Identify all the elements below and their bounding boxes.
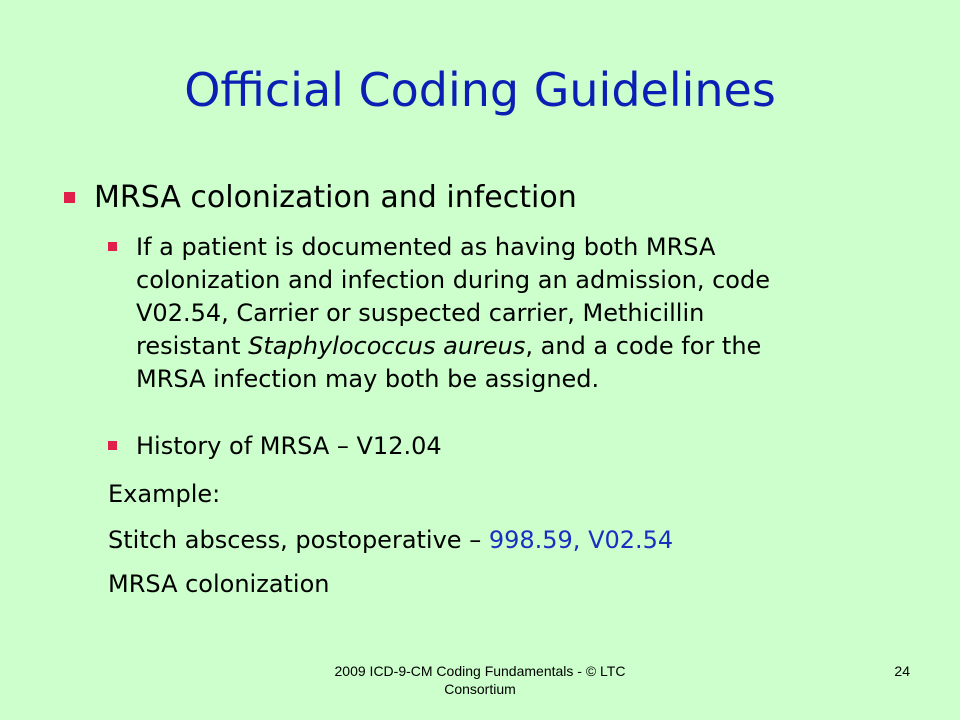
- slide-title: Official Coding Guidelines: [184, 63, 776, 117]
- text-line: colonization and infection during an admission, code: [136, 266, 770, 294]
- italic-organism-name: Staphylococcus aureus: [248, 332, 526, 360]
- text-line: If a patient is documented as having both MRSA: [136, 233, 716, 261]
- sub-bullet-text: [136, 231, 896, 396]
- square-bullet-icon: [64, 192, 75, 203]
- text-fragment: , and a code for the: [525, 332, 762, 360]
- example-line-2: MRSA colonization: [108, 570, 330, 598]
- example-codes: 998.59, V02.54: [488, 526, 674, 554]
- text-line: MRSA infection may both be assigned.: [136, 365, 600, 393]
- example-text: Stitch abscess, postoperative –: [108, 526, 489, 554]
- footer-line: 2009 ICD-9-CM Coding Fundamentals - © LTC: [334, 663, 626, 679]
- example-label: Example:: [108, 480, 221, 508]
- sub-bullet-text: History of MRSA – V12.04: [136, 432, 442, 460]
- page-number: 24: [894, 663, 910, 679]
- example-line: [108, 524, 673, 557]
- text-fragment: resistant: [136, 332, 249, 360]
- slide-footer: [240, 662, 720, 698]
- square-bullet-icon: [108, 242, 117, 251]
- bullet-text: MRSA colonization and infection: [94, 180, 577, 215]
- text-line: V02.54, Carrier or suspected carrier, Methicillin: [136, 299, 705, 327]
- square-bullet-icon: [108, 441, 117, 450]
- text-line: [136, 330, 896, 363]
- footer-line: Consortium: [444, 681, 516, 697]
